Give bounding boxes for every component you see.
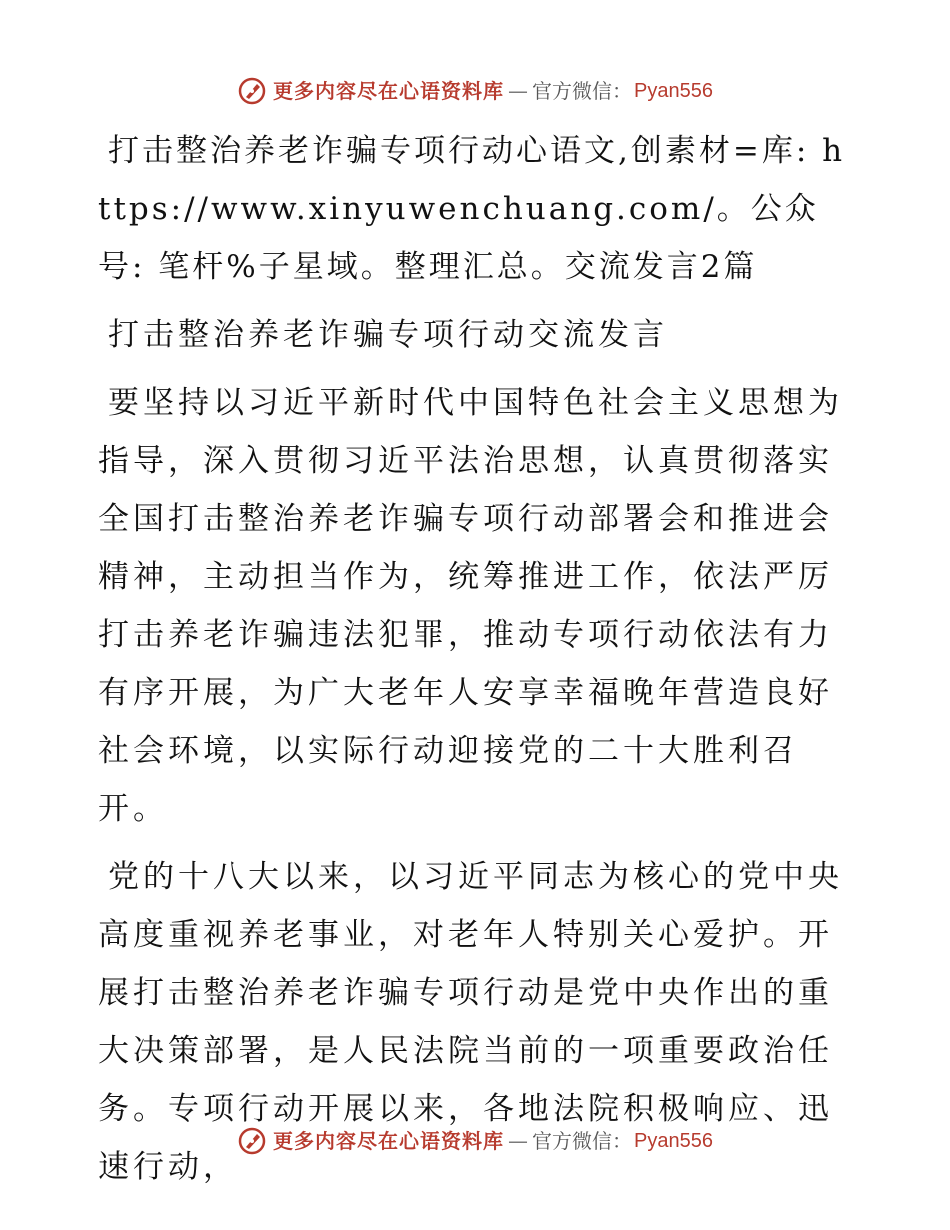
- document-paragraph: 打击整治养老诈骗专项行动心语文,创素材=库: https://www.xinyuwenchuang.com/。公众号: 笔杆%子星域。整理汇总。交流发言2篇: [98, 133, 846, 285]
- footer-banner: [0, 1126, 950, 1156]
- pen-logo-icon: [237, 76, 267, 106]
- pen-logo-icon: [237, 1126, 267, 1156]
- header-banner: [0, 76, 950, 106]
- banner-wechat-label: 官方微信：: [532, 79, 633, 103]
- banner-wechat-id: Pyan556: [634, 80, 713, 102]
- banner-dash: —: [508, 1129, 529, 1153]
- banner-main-text: 更多内容尽在心语资料库: [273, 1129, 505, 1153]
- document-heading: 打击整治养老诈骗专项行动交流发言: [108, 317, 668, 353]
- banner-dash: —: [508, 79, 529, 103]
- banner-wechat-label: 官方微信：: [532, 1129, 633, 1153]
- banner-main-text: 更多内容尽在心语资料库: [273, 79, 505, 103]
- document-paragraph: 党的十八大以来，以习近平同志为核心的党中央高度重视养老事业，对老年人特别关心爱护。开展打击整治养老诈骗专项行动是党中央作出的重大决策部署，是人民法院当前的一项重要政治任务。专项行动开展以来，各地法院积极响应、迅速行动，: [98, 859, 843, 1185]
- banner-wechat-id: Pyan556: [634, 1130, 713, 1152]
- document-body: [98, 122, 858, 1206]
- document-paragraph: 要坚持以习近平新时代中国特色社会主义思想为指导，深入贯彻习近平法治思想，认真贯彻落实全国打击整治养老诈骗专项行动部署会和推进会精神，主动担当作为，统筹推进工作，依法严厉打击养老诈骗违法犯罪，推动专项行动依法有力有序开展，为广大老年人安享幸福晚年营造良好社会环境，以实际行动迎接党的二十大胜利召开。: [98, 385, 843, 827]
